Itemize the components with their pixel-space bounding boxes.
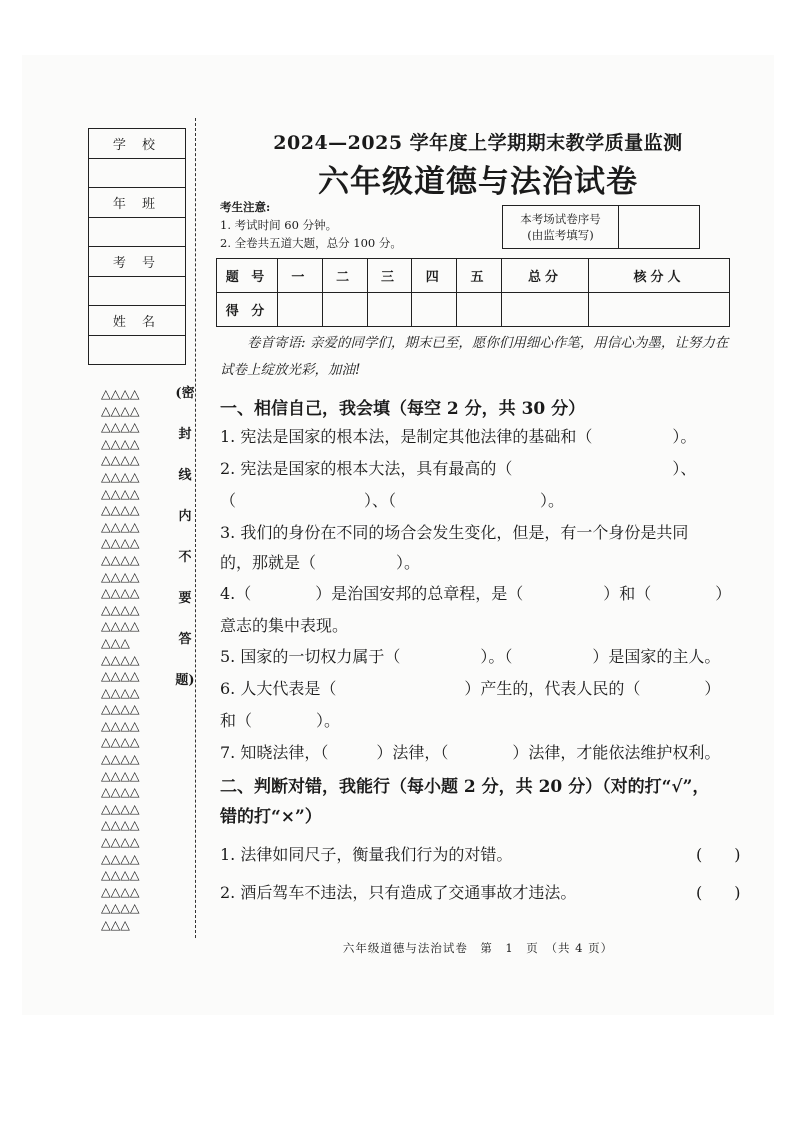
triangle-row: △△△△ <box>101 701 140 717</box>
name-field[interactable] <box>89 335 186 365</box>
triangle-row: △△△△ <box>101 817 140 833</box>
triangle-row: △△△ <box>101 634 130 650</box>
triangle-row: △△△△ <box>101 518 140 534</box>
seal-char: 要 <box>178 591 192 606</box>
question-1-3: 3. 我们的身份在不同的场合会发生变化，但是，有一个身份是共同 <box>220 523 689 542</box>
triangle-row: △△△△ <box>101 734 140 750</box>
question-1-6-cont: 和（ ）。 <box>220 711 341 730</box>
score-row-label: 得 分 <box>217 293 278 327</box>
triangle-row: △△△△ <box>101 386 140 401</box>
question-2-1: 1. 法律如同尺子，衡量我们行为的对错。 <box>220 845 513 864</box>
triangle-row: △△△△ <box>101 485 140 501</box>
exam-number-label: 考 号 <box>89 247 186 277</box>
name-label: 姓 名 <box>89 306 186 336</box>
score-table-header <box>217 259 730 293</box>
seal-char: 不 <box>178 550 192 565</box>
school-field[interactable] <box>89 158 186 188</box>
triangle-row: △△△△ <box>101 850 140 866</box>
triangle-row: △△△△ <box>101 502 140 518</box>
notice-heading: 考生注意: <box>220 200 271 214</box>
triangle-row: △△△△ <box>101 551 140 567</box>
triangle-row: △△△△ <box>101 751 140 767</box>
question-2-2: 2. 酒后驾车不违法，只有造成了交通事故才违法。 <box>220 883 577 902</box>
triangle-row: △△△△ <box>101 784 140 800</box>
triangle-row: △△△△ <box>101 402 140 418</box>
student-info-table <box>88 128 186 365</box>
triangle-row: △△△△ <box>101 684 140 700</box>
question-1-3-cont: 的，那就是（ ）。 <box>220 553 421 572</box>
opening-message: 卷首寄语: 亲爱的同学们，期末已至，愿你们用细心作笔，用信心为墨，让努力在试卷上绽放光彩，加油! <box>220 335 729 378</box>
triangle-row: △△△△ <box>101 468 140 484</box>
triangle-row: △△△△ <box>101 568 140 584</box>
exam-notice <box>220 198 402 252</box>
triangle-row: △△△△ <box>101 767 140 783</box>
exam-title-line1: 2024—2025 学年度上学期期末教学质量监测 <box>273 132 683 154</box>
triangle-row: △△△△ <box>101 834 140 850</box>
serial-label-main: 本考场试卷序号 <box>520 212 601 226</box>
seal-char: 线 <box>178 468 192 483</box>
class-field[interactable] <box>89 217 186 247</box>
score-header-cell: 核分人 <box>589 259 730 293</box>
serial-number-box <box>502 205 700 249</box>
question-1-1: 1. 宪法是国家的根本法，是制定其他法律的基础和（ ）。 <box>220 427 697 446</box>
seal-char: 答 <box>178 632 192 647</box>
section1-heading: 一、相信自己，我会填（每空 2 分，共 30 分） <box>220 399 586 419</box>
score-header-cell: 五 <box>457 259 502 293</box>
triangle-row: △△△△ <box>101 452 140 468</box>
score-cell[interactable] <box>457 293 502 327</box>
triangle-row: △△△ <box>101 917 130 932</box>
score-table <box>216 258 730 327</box>
triangle-row: △△△△ <box>101 435 140 451</box>
triangle-row: △△△△ <box>101 601 140 617</box>
seal-char: (密 <box>175 386 195 401</box>
score-table-row <box>217 293 730 327</box>
score-cell[interactable] <box>501 293 588 327</box>
question-1-4: 4.（ ）是治国安邦的总章程，是（ ）和（ ） <box>220 584 732 603</box>
exam-number-field[interactable] <box>89 276 186 306</box>
serial-number-field[interactable] <box>619 206 699 248</box>
seal-line-notice <box>175 384 195 712</box>
section2-heading-cont: 错的打“×”） <box>220 807 322 827</box>
score-header-cell: 题 号 <box>217 259 278 293</box>
triangle-row: △△△△ <box>101 800 140 816</box>
triangle-row: △△△△ <box>101 717 140 733</box>
section2-heading: 二、判断对错，我能行（每小题 2 分，共 20 分）（对的打“√”， <box>220 777 710 797</box>
answer-paren[interactable]: ( ) <box>696 845 741 864</box>
question-1-2: 2. 宪法是国家的根本大法，具有最高的（ ）、 <box>220 459 697 478</box>
question-1-2-cont: （ ）、（ ）。 <box>220 491 565 510</box>
page-footer: 六年级道德与法治试卷 第 1 页 （共 4 页） <box>342 941 614 955</box>
score-cell[interactable] <box>322 293 367 327</box>
triangle-row: △△△△ <box>101 651 140 667</box>
question-1-4-cont: 意志的集中表现。 <box>220 616 349 635</box>
question-1-6: 6. 人大代表是（ ）产生的，代表人民的（ ） <box>220 679 721 698</box>
notice-line: 1. 考试时间 60 分钟。 <box>220 218 338 232</box>
triangle-row: △△△△ <box>101 419 140 435</box>
score-header-cell: 一 <box>278 259 323 293</box>
score-cell[interactable] <box>412 293 457 327</box>
triangle-row: △△△△ <box>101 900 140 916</box>
triangle-row: △△△△ <box>101 867 140 883</box>
answer-paren[interactable]: ( ) <box>696 883 741 902</box>
triangle-row: △△△△ <box>101 535 140 551</box>
serial-label-sub: (由监考填写) <box>527 228 594 242</box>
triangle-row: △△△△ <box>101 668 140 684</box>
score-header-cell: 四 <box>412 259 457 293</box>
seal-char: 题) <box>175 673 195 688</box>
exam-title-line2: 六年级道德与法治试卷 <box>318 164 638 200</box>
class-label: 年 班 <box>89 188 186 218</box>
score-header-cell: 三 <box>367 259 412 293</box>
notice-line: 2. 全卷共五道大题，总分 100 分。 <box>220 236 402 250</box>
score-cell[interactable] <box>589 293 730 327</box>
school-label: 学 校 <box>89 129 186 159</box>
score-cell[interactable] <box>278 293 323 327</box>
score-cell[interactable] <box>367 293 412 327</box>
seal-dashed-line <box>195 118 196 938</box>
seal-char: 封 <box>178 427 192 442</box>
question-1-7: 7. 知晓法律，（ ）法律，（ ）法律，才能依法维护权利。 <box>220 743 721 762</box>
question-1-5: 5. 国家的一切权力属于（ ）。（ ）是国家的主人。 <box>220 647 721 666</box>
serial-label <box>503 206 619 248</box>
triangle-row: △△△△ <box>101 618 140 634</box>
seal-char: 内 <box>178 509 192 524</box>
triangle-border <box>101 386 171 934</box>
triangle-row: △△△△ <box>101 585 140 601</box>
score-header-cell: 总分 <box>501 259 588 293</box>
triangle-row: △△△△ <box>101 883 140 899</box>
score-header-cell: 二 <box>322 259 367 293</box>
